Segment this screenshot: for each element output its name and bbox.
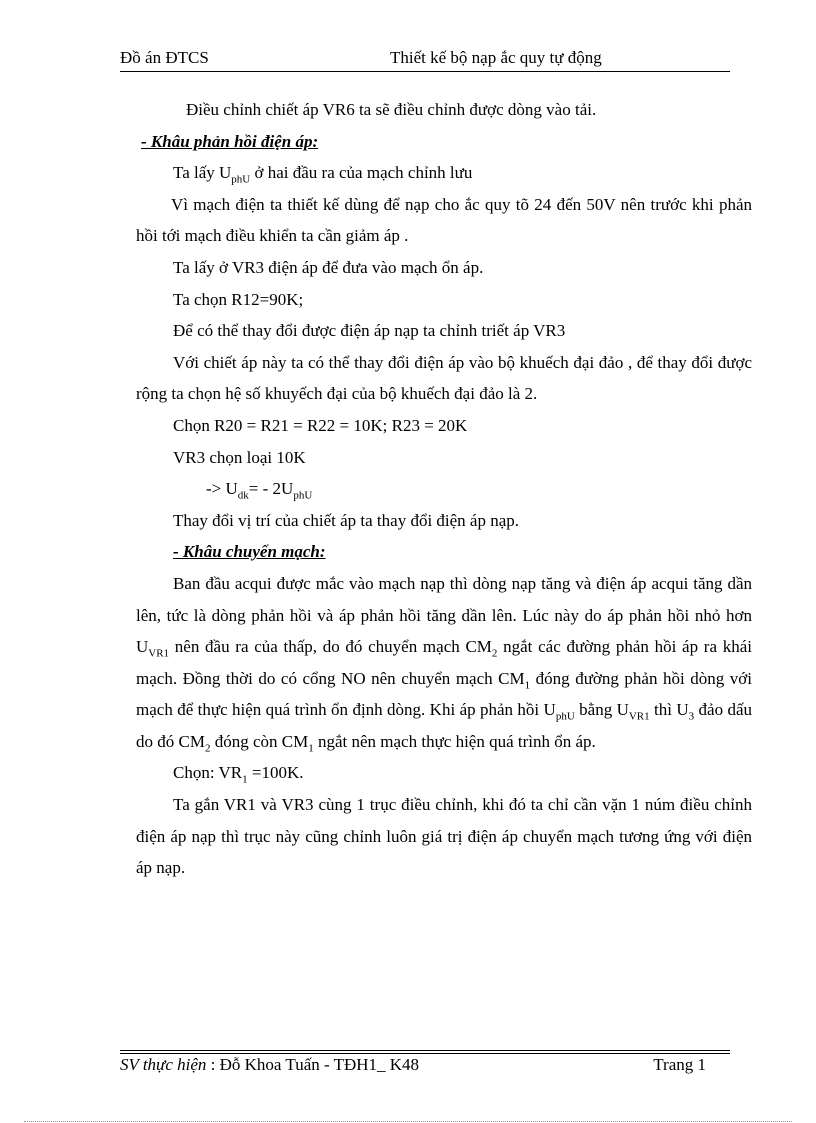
subscript: dk xyxy=(237,489,249,502)
text: =100K. xyxy=(247,763,304,783)
subscript: phU xyxy=(555,710,575,723)
section-heading-voltage-feedback xyxy=(136,126,752,158)
subscript: 1 xyxy=(524,679,531,692)
paragraph-vr3-loai: VR3 chọn loại 10K xyxy=(173,447,306,467)
page-number: Trang 1 xyxy=(653,1055,706,1074)
paragraph-uphu xyxy=(136,157,752,189)
text: ở hai đầu ra của mạch chỉnh lưu xyxy=(250,163,473,183)
heading-text: - Khâu phản hồi điện áp: xyxy=(141,131,319,151)
paragraph-vr3: Ta lấy ở VR3 điện áp để đưa vào mạch ổn áp. xyxy=(173,257,484,277)
page-bottom-dotted-line xyxy=(24,1121,792,1122)
page-header xyxy=(120,48,730,70)
paragraph-voi-chiet: Với chiết áp này ta có thể thay đổi điện áp vào bộ khuếch đại đảo , để thay đổi được rộng ta chọn hệ số khuyếch đại của bộ khuếch đại đảo là 2. xyxy=(136,352,752,404)
text: -> U xyxy=(206,479,238,499)
subscript: VR1 xyxy=(628,710,650,723)
subscript: 1 xyxy=(242,773,248,786)
text: Ban đầu acqui được mắc vào mạch nạp thì dòng nạp tăng và điện áp acqui tăng dần lên, tức là dòng phản hồi và áp phản hồi tăng dần lên. Lúc này do áp phản hồi nhỏ hơn U xyxy=(136,573,752,657)
paragraph-r12: Ta chọn R12=90K; xyxy=(173,289,304,309)
header-rule xyxy=(120,71,730,72)
text: Chọn: VR xyxy=(173,763,243,783)
paragraph-chon-r: Chọn R20 = R21 = R22 = 10K; R23 = 20K xyxy=(173,415,468,435)
section-heading-switching xyxy=(136,536,752,568)
footer-author xyxy=(120,1055,419,1075)
text: Ta lấy U xyxy=(173,163,232,183)
paragraph-chon-vr1 xyxy=(136,757,752,789)
text: nên đầu ra của thấp, do đó chuyển mạch CM xyxy=(169,637,492,657)
text: đóng đường phản hồi dòng với mạch để thực hiện quá trình ổn định dòng. Khi áp phản hồi U xyxy=(136,668,753,720)
text: đóng còn CM xyxy=(210,731,309,751)
footer-author-label: SV thực hiện xyxy=(120,1055,207,1074)
paragraph-vi-mach: Vì mạch điện ta thiết kế dùng để nạp cho ắc quy tõ 24 đến 50V nên trước khi phản hồi tới mạch điều khiển ta cần giảm áp . xyxy=(136,194,752,246)
header-left-title: Đồ án ĐTCS xyxy=(120,48,209,67)
subscript: phU xyxy=(293,489,313,502)
text: thì U xyxy=(649,700,689,720)
subscript: 1 xyxy=(308,742,314,755)
text: ngắt các đường phản hồi áp ra khái mạch. Đồng thời do có cổng NO nên chuyển mạch CM xyxy=(136,637,752,688)
formula-udk xyxy=(136,473,752,505)
text: = - 2U xyxy=(248,479,294,499)
footer-rule-double xyxy=(120,1053,730,1054)
heading-text: - Khâu chuyển mạch: xyxy=(173,542,326,562)
header-right-title: Thiết kế bộ nạp ắc quy tự động xyxy=(390,48,602,67)
subscript: phU xyxy=(231,173,251,186)
subscript: 3 xyxy=(688,710,695,723)
footer-rule xyxy=(120,1050,730,1051)
footer-author-name: : Đỗ Khoa Tuấn - TĐH1_ K48 xyxy=(206,1055,420,1074)
subscript: 2 xyxy=(204,742,211,755)
subscript: VR1 xyxy=(148,647,170,660)
paragraph-ban-dau xyxy=(136,568,752,758)
text: đảo dấu do đó CM xyxy=(136,700,752,751)
paragraph-de-co: Để có thể thay đổi được điện áp nạp ta chỉnh triết áp VR3 xyxy=(173,321,566,341)
paragraph-thay-doi: Thay đổi vị trí của chiết áp ta thay đổi điện áp nạp. xyxy=(173,510,520,530)
text: ngắt nên mạch thực hiện quá trình ổn áp. xyxy=(313,731,596,751)
page-footer xyxy=(120,1055,730,1077)
subscript: 2 xyxy=(491,647,498,660)
text: bằng U xyxy=(574,700,629,720)
document-body xyxy=(136,94,752,884)
paragraph-ta-gan: Ta gắn VR1 và VR3 cùng 1 trục điều chỉnh, khi đó ta chỉ cần vặn 1 núm điều chỉnh điện áp nạp thì trục này cũng chỉnh luôn giá trị điện áp chuyển mạch tương ứng với điện áp nạp. xyxy=(136,795,752,878)
paragraph-vr6: Điều chỉnh chiết áp VR6 ta sẽ điều chỉnh được dòng vào tải. xyxy=(186,100,597,119)
